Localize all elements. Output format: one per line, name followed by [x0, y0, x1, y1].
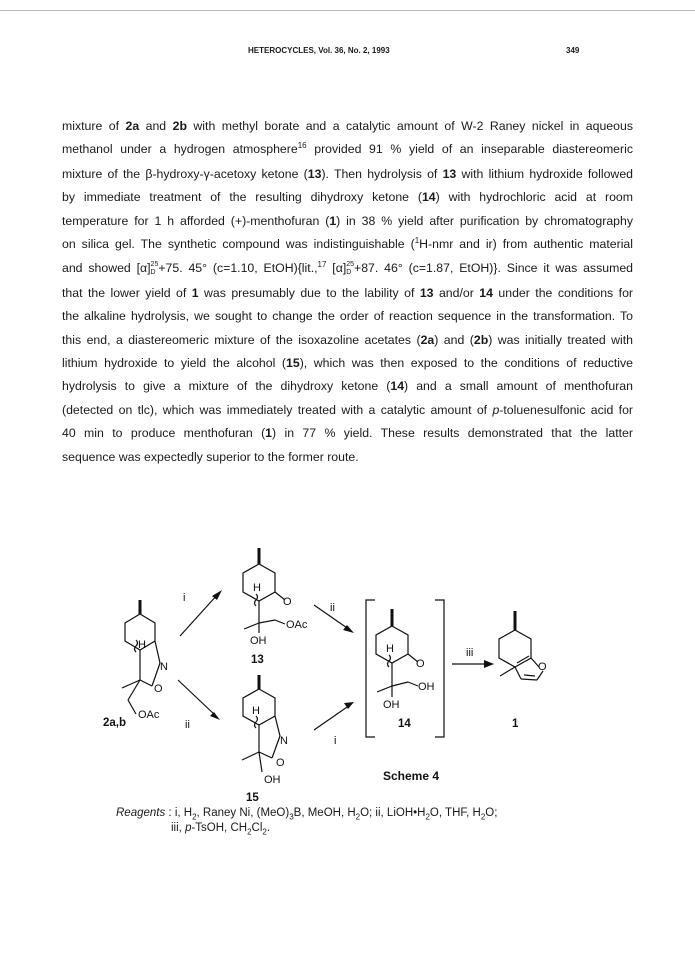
- n-label: N: [160, 661, 168, 673]
- text-line: hydrolysis to give a mixture of the dihydroxy ketone (14) and a small amount of menthofuran: [62, 379, 633, 394]
- compound-label-13: 13: [251, 654, 264, 666]
- h-label: H: [138, 639, 146, 651]
- oac-label: OAc: [138, 709, 160, 721]
- text-line: and showed [α] 25 D +75. 45° (c=1.10, EtOH){lit.,$^{17}$ [α] 25 D +87. 46° (c=1.87, EtOH)}. Since it was assumed: [62, 260, 633, 277]
- oh-label: OH: [383, 699, 400, 711]
- oac-label: OAc: [286, 619, 308, 631]
- arrow-label: i: [183, 592, 186, 604]
- oh-label: OH: [250, 635, 267, 647]
- page-number: 349: [566, 46, 580, 55]
- text-line: on silica gel. The synthetic compound was indistinguishable ($^1$H-nmr and ir) from authentic material: [62, 236, 633, 252]
- text-line: 40 min to produce menthofuran (1) in 77 % yield. These results demonstrated that the latter: [62, 426, 633, 441]
- o-label: O: [283, 596, 292, 608]
- oh-label: OH: [264, 774, 281, 786]
- journal-citation: HETEROCYCLES, Vol. 36, No. 2, 1993: [248, 46, 390, 55]
- text-line: sequence was expectedly superior to the former route.: [62, 449, 359, 464]
- reagents-line-1: Reagents : i, $H_2$, Raney Ni, $(MeO)_3B$, MeOH, $H_2O$; ii, $LiOH•H_2O$, THF, $H_2O$;: [116, 807, 498, 822]
- bracket-left: [366, 600, 375, 737]
- structure-2ab: [122, 600, 160, 714]
- reagents-title: Reagents: [116, 807, 166, 819]
- h-label: H: [386, 643, 394, 655]
- text-line: temperature for 1 h afforded (+)-menthofuran (1) in 38 % yield after purification by chromatography: [62, 213, 633, 228]
- text-line: mixture of 2a and 2b with methyl borate and a catalytic amount of W-2 Raney nickel in aqueous: [62, 119, 633, 133]
- text-line: (detected on tlc), which was immediately treated with a catalytic amount of p-toluenesulfonic acid for: [62, 402, 634, 417]
- text-line: methanol under a hydrogen atmosphere$^{16}$ provided 91 % yield of an inseparable diastereomeric: [62, 141, 633, 157]
- arrow-15-to-14: [314, 702, 354, 730]
- structure-13: [243, 548, 285, 633]
- text-line: lithium hydroxide to yield the alcohol (15), which was then exposed to the conditions of reductive: [62, 356, 633, 371]
- arrow-14-to-1: [452, 660, 494, 668]
- arrow-2ab-to-15: [178, 680, 220, 720]
- reagents-line-2: iii, p-TsOH, $CH_2Cl_2$.: [171, 822, 271, 837]
- text-line: this end, a diastereomeric mixture of the isoxazoline acetates (2a) and (2b) was initially treated with: [62, 332, 633, 347]
- o-label: O: [416, 658, 425, 670]
- body-text: [62, 115, 633, 469]
- compound-label-14: 14: [398, 718, 411, 730]
- top-rule: [0, 10, 695, 11]
- structure-15: [242, 675, 280, 772]
- structure-14: [376, 609, 418, 697]
- bracket-right: [435, 600, 444, 737]
- text-line: the alkaline hydrolysis, we sought to change the order of reaction sequence in the transformation. To: [62, 309, 633, 324]
- arrow-label: i: [334, 735, 337, 747]
- n-label: N: [280, 735, 288, 747]
- structure-1: [499, 611, 543, 680]
- oh-label: OH: [418, 681, 435, 693]
- h-label: H: [252, 705, 260, 717]
- arrow-label: ii: [185, 719, 190, 731]
- reagents-note: [116, 806, 497, 836]
- compound-label-15: 15: [246, 792, 259, 804]
- arrow-label: ii: [330, 602, 335, 614]
- arrow-label: iii: [466, 647, 474, 659]
- o-label: O: [538, 661, 547, 673]
- text-line: mixture of the β-hydroxy-γ-acetoxy ketone (13). Then hydrolysis of 13 with lithium hydroxide followed: [62, 166, 633, 181]
- h-label: H: [253, 582, 261, 594]
- compound-label-1: 1: [512, 718, 519, 730]
- o-label: O: [276, 757, 285, 769]
- reaction-scheme: [0, 540, 695, 810]
- scheme-caption: Scheme 4: [383, 769, 440, 783]
- o-label: O: [154, 683, 163, 695]
- running-header: [0, 46, 695, 60]
- text-line: by immediate treatment of the resulting dihydroxy ketone (14) with hydrochloric acid at room: [62, 190, 633, 205]
- compound-label-2ab: 2a,b: [103, 717, 127, 729]
- text-line: that the lower yield of 1 was presumably due to the lability of 13 and/or 14 under the conditions for: [62, 285, 633, 300]
- arrow-2ab-to-13: [180, 590, 222, 636]
